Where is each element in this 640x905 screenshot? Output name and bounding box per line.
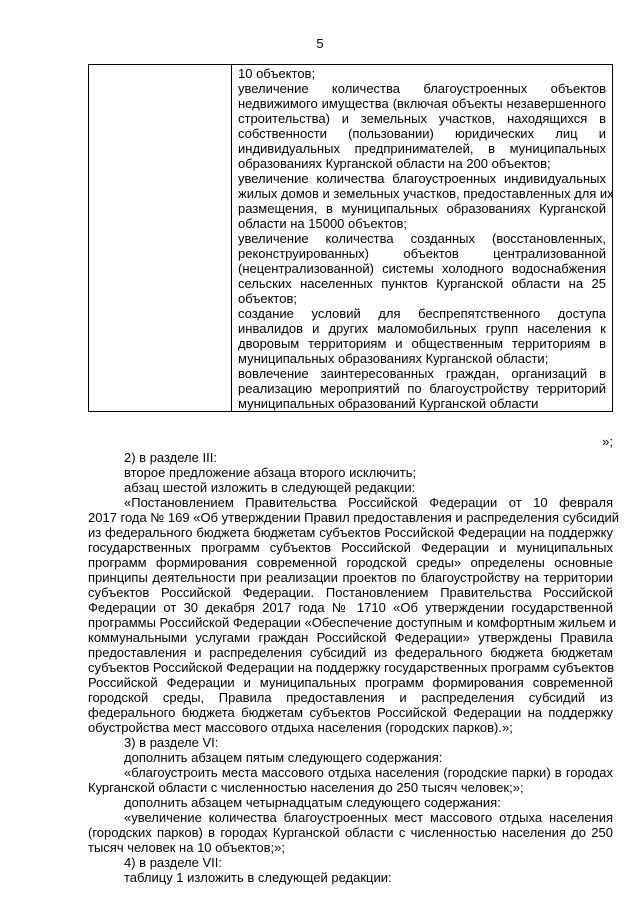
indicator-line: индивидуальных предпринимателей, в муниципальных <box>238 141 606 156</box>
indicator-line: жилых домов и земельных участков, предоставленных для их <box>238 186 614 201</box>
indicator-line: вовлечение заинтересованных граждан, организаций в <box>238 366 606 381</box>
indicator-line: образованиях Курганской области на 200 объектов; <box>238 156 551 171</box>
page-number: 5 <box>316 36 324 51</box>
indicator-line: собственности (пользовании) юридических лиц и <box>238 126 606 141</box>
indicator-line: реализацию мероприятий по благоустройству территорий <box>238 381 606 396</box>
text-line: «Постановлением Правительства Российской Федерации от 10 февраля <box>124 495 613 510</box>
indicator-line: реконструированных) объектов централизованной <box>238 246 606 261</box>
table-row <box>89 65 613 412</box>
text-line: «увеличение количества благоустроенных мест массового отдыха населения <box>124 810 613 825</box>
text-line: принципы деятельности при реализации проектов по благоустройству на территории <box>88 570 613 585</box>
text-line: программы Российской Федерации «Обеспечение доступным и комфортным жильем и <box>88 615 617 630</box>
indicator-line: инвалидов и других маломобильных групп населения к <box>238 321 606 336</box>
text-line: 3) в разделе VI: <box>124 735 219 750</box>
text-line: Федерации от 30 декабря 2017 года № 1710 «Об утверждении государственной <box>88 600 613 615</box>
text-line: таблицу 1 изложить в следующей редакции: <box>124 870 392 885</box>
text-line: субъектов Российской Федерации на поддержку государственных программ субъектов <box>88 660 615 675</box>
text-line: Российской Федерации и муниципальных программ формирования современной <box>88 675 613 690</box>
text-line: коммунальными услугами граждан Российской Федерации» утверждены Правила <box>88 630 613 645</box>
indicator-line: муниципальных образований Курганской области <box>238 396 539 411</box>
text-line: городской среды, Правила предоставления и распределения субсидий из <box>88 690 613 705</box>
text-line: второе предложение абзаца второго исключить; <box>124 465 417 480</box>
indicator-line: 10 объектов; <box>238 66 316 81</box>
text-line: (городских парков) в городах Курганской области с численностью населения до 250 <box>88 825 613 840</box>
text-line: из федерального бюджета бюджетам субъектов Российской Федерации на поддержку <box>88 525 613 540</box>
text-line: 2) в разделе III: <box>124 450 217 465</box>
text-line: 2017 года № 169 «Об утверждении Правил предоставления и распределения субсидий <box>88 510 620 525</box>
indicator-line: сельских населенных пунктов Курганской области на 25 <box>238 276 606 291</box>
closing-quote: »; <box>602 434 613 449</box>
text-line: дополнить абзацем пятым следующего содержания: <box>124 750 443 765</box>
text-line: предоставления и распределения субсидий из федерального бюджета бюджетам <box>88 645 613 660</box>
text-line: Курганской области с численностью населения до 250 тысяч человек;»; <box>88 780 524 795</box>
indicator-line: объектов; <box>238 291 297 306</box>
indicator-line: муниципальных образованиях Курганской области; <box>238 351 549 366</box>
table-cell-indicators <box>232 65 613 412</box>
table-cell-empty <box>89 65 232 412</box>
indicator-line: дворовым территориям и общественным территориям в <box>238 336 606 351</box>
text-line: тысяч человек на 10 объектов;»; <box>88 840 285 855</box>
text-line: программ формирования современной городской среды» определены основные <box>88 555 613 570</box>
indicator-line: недвижимого имущества (включая объекты незавершенного <box>238 96 606 111</box>
indicator-line: увеличение количества благоустроенных объектов <box>238 81 606 96</box>
indicator-line: (нецентрализованной) системы холодного водоснабжения <box>238 261 606 276</box>
indicator-line: увеличение количества благоустроенных индивидуальных <box>238 171 606 186</box>
program-table <box>88 64 613 412</box>
text-line: 4) в разделе VII: <box>124 855 222 870</box>
text-line: дополнить абзацем четырнадцатым следующего содержания: <box>124 795 501 810</box>
text-line: субъектов Российской Федерации. Постановлением Правительства Российской <box>88 585 613 600</box>
indicator-line: строительства) и земельных участков, находящихся в <box>238 111 606 126</box>
indicator-line: создание условий для беспрепятственного доступа <box>238 306 606 321</box>
indicator-line: размещения, в муниципальных образованиях Курганской <box>238 201 606 216</box>
indicator-line: увеличение количества созданных (восстановленных, <box>238 231 606 246</box>
text-line: обустройства мест массового отдыха населения (городских парков).»; <box>88 720 513 735</box>
indicator-lines <box>238 66 614 411</box>
indicator-line: области на 15000 объектов; <box>238 216 408 231</box>
text-line: федерального бюджета бюджетам субъектов Российской Федерации на поддержку <box>88 705 613 720</box>
text-line: абзац шестой изложить в следующей редакции: <box>124 480 416 495</box>
amendment-text <box>88 450 620 885</box>
text-line: государственных программ субъектов Российской Федерации и муниципальных <box>88 540 613 555</box>
text-line: «благоустроить места массового отдыха населения (городские парки) в городах <box>124 765 613 780</box>
